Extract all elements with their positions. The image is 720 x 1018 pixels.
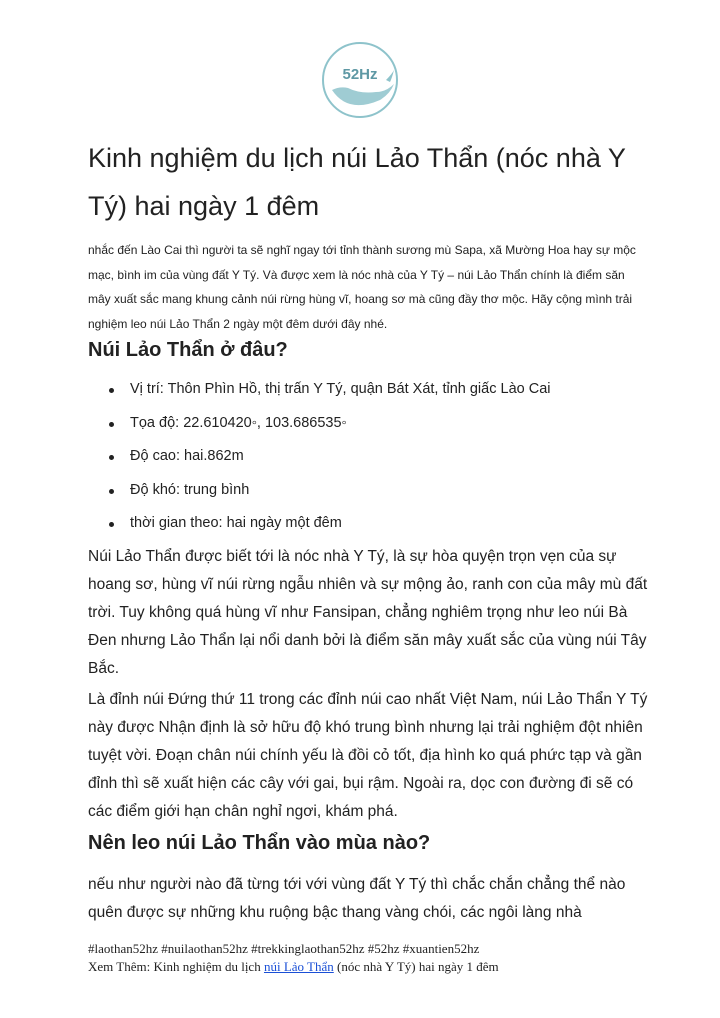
section-heading-season: Nên leo núi Lảo Thẩn vào mùa nào? bbox=[88, 832, 431, 854]
bullet-icon bbox=[109, 522, 114, 527]
facts-list bbox=[88, 373, 648, 541]
fact-coordinates: Tọa độ: 22.610420◦, 103.686535◦ bbox=[88, 407, 648, 441]
hashtags: #laothan52hz #nuilaothan52hz #trekkinglaothan52hz #52hz #xuantien52hz bbox=[88, 941, 480, 956]
fact-duration: thời gian theo: hai ngày một đêm bbox=[88, 507, 648, 541]
whale-icon bbox=[332, 84, 394, 105]
fact-location: Vị trí: Thôn Phìn Hồ, thị trấn Y Tý, quận Bát Xát, tỉnh giấc Lào Cai bbox=[88, 373, 648, 407]
body-paragraph-1: Núi Lảo Thẩn được biết tới là nóc nhà Y Tý, là sự hòa quyện trọn vẹn của sự hoang sơ, hùng vĩ núi rừng ngẫu nhiên và sự mộng ảo, ranh con của mây mù đất trời. Tuy không quá hùng vĩ như Fansipan, chẳng nghiêm trọng như leo núi Bà Đen nhưng Lảo Thẩn lại nổi danh bởi là điểm săn mây xuất sắc của vùng núi Tây Bắc. bbox=[88, 548, 648, 677]
body-paragraph-2: Là đỉnh núi Đứng thứ 11 trong các đỉnh núi cao nhất Việt Nam, núi Lảo Thẩn Y Tý này được Nhận định là sở hữu độ khó trung bình nhưng lại trải nghiệm đột nhiên tuyệt vời. Đoạn chân núi chính yếu là đồi cỏ tốt, địa hình ko quá phức tạp và gần đỉnh thì sẽ xuất hiện các cây với gai, bụi rậm. Ngoài ra, dọc con đường đi sẽ có các điểm giới hạn chân nghỉ ngơi, khám phá. bbox=[88, 691, 648, 820]
page-footer bbox=[88, 940, 688, 976]
fact-difficulty: Độ khó: trung bình bbox=[88, 474, 648, 508]
bullet-icon bbox=[109, 388, 114, 393]
logo-text: 52Hz bbox=[342, 66, 378, 83]
see-more-link[interactable]: núi Lảo Thẩn bbox=[263, 959, 334, 974]
fact-altitude: Độ cao: hai.862m bbox=[88, 440, 648, 474]
see-more-line: Xem Thêm: Kinh nghiệm du lịch núi Lảo Thẩn (nóc nhà Y Tý) hai ngày 1 đêm bbox=[88, 959, 499, 974]
section-heading-location: Núi Lảo Thẩn ở đâu? bbox=[88, 339, 288, 361]
bullet-icon bbox=[109, 489, 114, 494]
article-title: Kinh nghiệm du lịch núi Lảo Thẩn (nóc nhà Y Tý) hai ngày 1 đêm bbox=[88, 143, 626, 221]
bullet-icon bbox=[109, 422, 114, 427]
brand-logo bbox=[320, 40, 400, 120]
bullet-icon bbox=[109, 455, 114, 460]
intro-paragraph: nhắc đến Lào Cai thì người ta sẽ nghĩ ngay tới tỉnh thành sương mù Sapa, xã Mường Hoa hay sự mộc mạc, bình im của vùng đất Y Tý. Và được xem là nóc nhà của Y Tý – núi Lảo Thẩn chính là điểm săn mây xuất sắc mang khung cảnh núi rừng hùng vĩ, hoang sơ mà cũng đầy thơ mộc. Hãy cộng mình trải nghiệm leo núi Lảo Thẩn 2 ngày một đêm dưới đây nhé. bbox=[88, 243, 636, 331]
body-paragraph-3: nếu như người nào đã từng tới với vùng đất Y Tý thì chắc chắn chẳng thể nào quên được sự những khu ruộng bậc thang vàng chói, các ngôi làng nhà bbox=[88, 876, 626, 921]
